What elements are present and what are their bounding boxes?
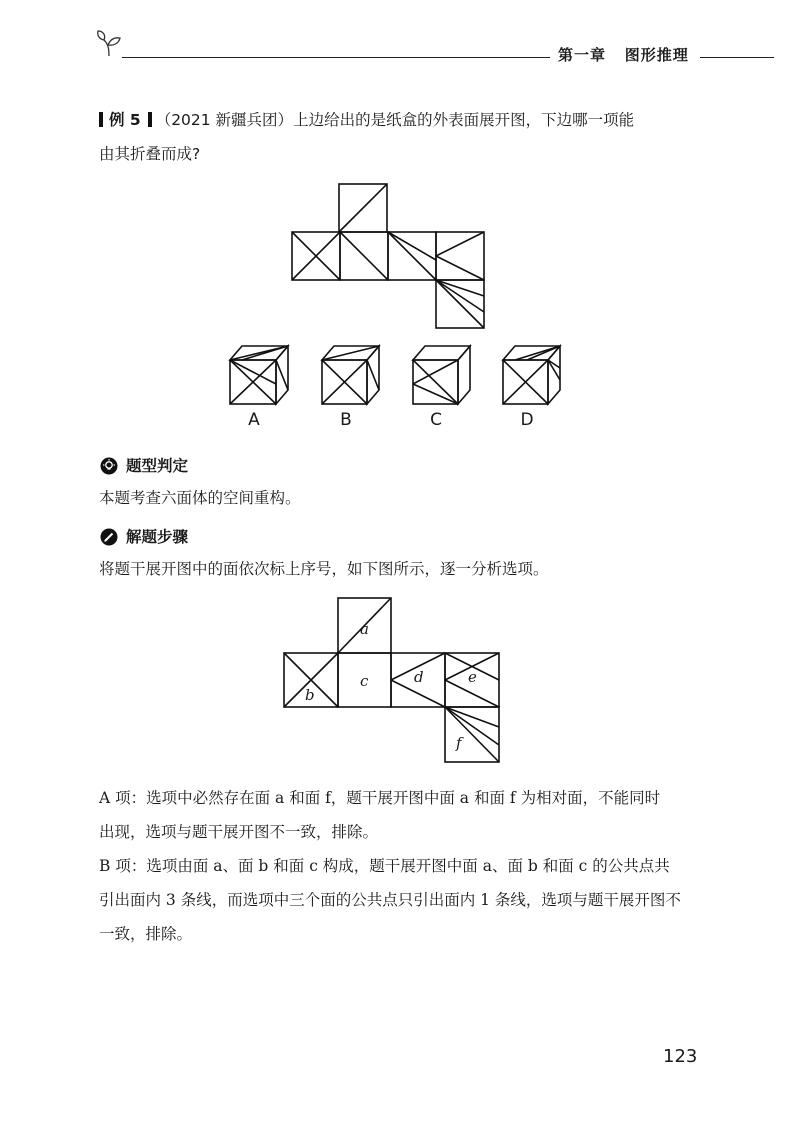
pencil-icon [100, 528, 118, 546]
analysis-b-line-1: B 项：选项由面 a、面 b 和面 c 构成，题干展开图中面 a、面 b 和面 c 的公共点共 [99, 857, 670, 875]
cube-option-c [413, 346, 470, 404]
chapter-title: 图形推理 [624, 46, 689, 64]
page-number: 123 [663, 1046, 698, 1067]
analysis-a-line-1: A 项：选项中必然存在面 a 和面 f，题干展开图中面 a 和面 f 为相对面，不能同时 [99, 789, 661, 807]
face-label-f: f [456, 734, 462, 752]
section-heading-steps: 解题步骤 [126, 528, 189, 546]
analysis-option-b [99, 849, 699, 951]
cube-option-a [230, 346, 288, 404]
option-label-d: D [520, 410, 534, 430]
analysis-option-a [99, 781, 699, 849]
analysis-b-line-2: 引出面内 3 条线，而选项中三个面的公共点只引出面内 1 条线，选项与题干展开图不 [99, 891, 681, 909]
face-label-b: b [305, 686, 315, 704]
example-tag: 例 5 [109, 111, 141, 129]
face-label-e: e [468, 668, 477, 686]
question-line-2: 由其折叠而成? [99, 145, 201, 163]
cube-option-b [322, 346, 379, 404]
lightbulb-icon [100, 457, 118, 475]
face-label-c: c [360, 672, 369, 690]
net-face-4 [436, 232, 484, 280]
analysis-a-line-2: 出现，选项与题干展开图不一致，排除。 [99, 823, 379, 841]
section-heading-type: 题型判定 [126, 457, 189, 475]
cube-option-d [503, 346, 560, 404]
section-body-steps: 将题干展开图中的面依次标上序号，如下图所示，逐一分析选项。 [99, 560, 549, 578]
section-body-type: 本题考查六面体的空间重构。 [99, 489, 301, 507]
labeled-net-figure [284, 598, 499, 762]
chapter-number: 第一章 [558, 46, 607, 64]
example-source: （2021 新疆兵团） [155, 111, 294, 129]
option-label-a: A [248, 410, 260, 430]
face-label-d: d [414, 668, 424, 686]
net-line [339, 184, 387, 232]
option-cubes [230, 346, 560, 404]
option-label-b: B [340, 410, 352, 430]
option-label-c: C [430, 410, 442, 430]
analysis-b-line-3: 一致，排除。 [99, 925, 193, 943]
face-label-a: a [360, 620, 369, 638]
question-line-1: 上边给出的是纸盒的外表面展开图，下边哪一项能 [293, 111, 635, 129]
